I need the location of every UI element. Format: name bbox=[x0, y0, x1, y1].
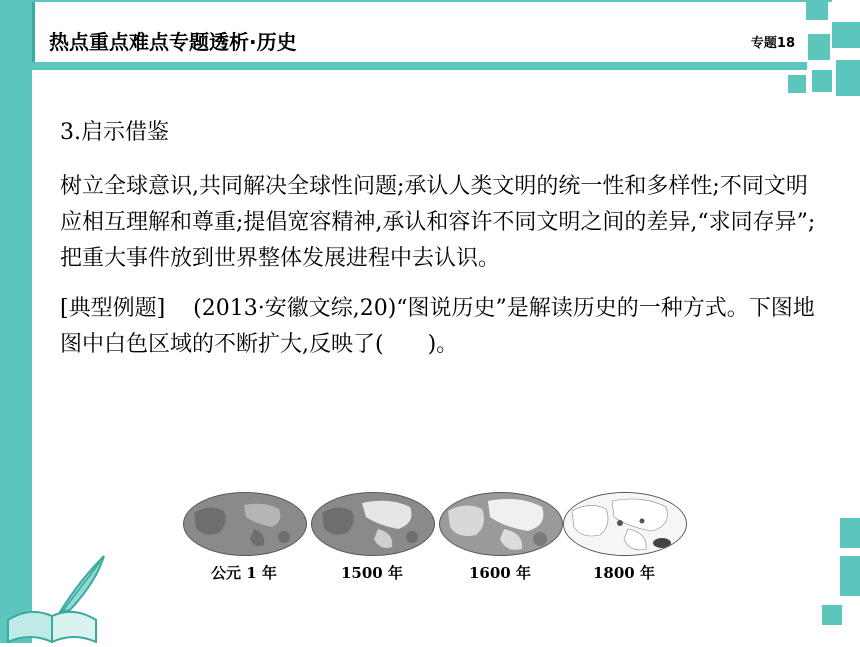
example-paragraph bbox=[60, 291, 820, 363]
decor-square bbox=[808, 34, 830, 60]
map-item bbox=[183, 492, 305, 583]
world-map-image bbox=[563, 492, 687, 556]
decor-square bbox=[832, 22, 860, 48]
map-figure bbox=[183, 492, 683, 592]
world-map-image bbox=[311, 492, 435, 556]
insight-paragraph: 树立全球意识,共同解决全球性问题;承认人类文明的统一性和多样性;不同文明应相互理解和尊重;提倡宽容精神,承认和容许不同文明之间的差异,“求同存异”;把重大事件放到世界整体发展进程中去认识。 bbox=[60, 174, 816, 271]
example-text: (2013·安徽文综,20)“图说历史”是解读历史的一种方式。下图地图中白色区域的不断扩大,反映了( )。 bbox=[60, 296, 815, 357]
decor-square bbox=[806, 0, 828, 20]
decor-square bbox=[822, 605, 842, 625]
decor-square bbox=[840, 556, 860, 596]
book-title: 热点重点难点专题透析·历史 bbox=[49, 30, 297, 54]
map-caption: 1500 年 bbox=[341, 564, 403, 582]
left-frame-bar bbox=[0, 0, 32, 643]
topic-label: 专题18 bbox=[750, 36, 795, 51]
map-item bbox=[311, 492, 433, 583]
decor-square bbox=[812, 70, 832, 92]
map-caption: 公元 1 年 bbox=[211, 564, 277, 582]
decor-square bbox=[788, 75, 806, 93]
decor-square bbox=[836, 60, 860, 96]
main-content bbox=[60, 115, 820, 377]
header bbox=[32, 2, 809, 62]
map-caption: 1800 年 bbox=[593, 564, 655, 582]
world-map-image bbox=[439, 492, 563, 556]
header-rule bbox=[32, 62, 807, 70]
world-map-image bbox=[183, 492, 307, 556]
map-caption: 1600 年 bbox=[469, 564, 531, 582]
map-item bbox=[563, 492, 685, 583]
decor-square bbox=[840, 518, 860, 548]
open-book-with-quill-icon bbox=[0, 550, 110, 643]
example-tag: [典型例题] bbox=[60, 296, 166, 321]
section-heading: 3.启示借鉴 bbox=[60, 120, 169, 145]
map-item bbox=[439, 492, 561, 583]
